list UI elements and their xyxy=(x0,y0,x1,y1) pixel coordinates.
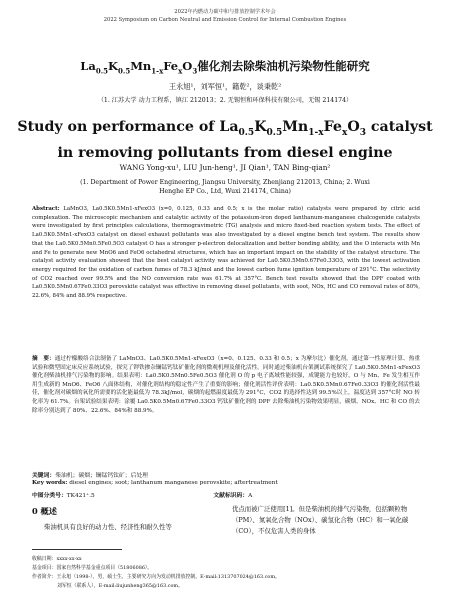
footnote-corresponding: 刘军恒（联系人），E-mail:liujunheng365@163.com。 xyxy=(57,583,183,589)
abstract-cn-label: 摘 要： xyxy=(32,356,55,362)
conference-header-cn: 2022年内燃动力碳中和与排放控制学术年会 xyxy=(174,9,276,15)
authors-cn: 王永旭¹，刘军恒¹，籍乾²，谈秉乾² xyxy=(168,82,282,91)
abstract-en xyxy=(32,205,420,301)
section-title: 0 概述 xyxy=(32,506,57,516)
abstract-cn xyxy=(32,355,420,415)
title-en-line2: in removing pollutants from diesel engine xyxy=(57,144,393,161)
affiliation-en: (1. Department of Power Engineering, Jiangsu University, Zhenjiang 212013, China; 2. Wuxi Henghe EP Co., Ltd, Wuxi 214174, China) xyxy=(80,179,370,195)
abstract-en-label: Abstract: xyxy=(32,206,60,212)
abstract-cn-text: 通过柠檬酸络合法制备了 LaMnO3、La0.5K0.5Mn1-xFexO3（x=0、0.125、0.33 和 0.5；x 为摩尔比）催化剂。通过第一性原理计算、热重试验和微型固定床反应系统试验，探究了钾铁掺杂镧锰钙钛矿催化剂的微观机理及催化活性。同时通过柴油机台架测试系统探究了 La0.5K0.5Mn1-xFexO3 催化剂柴油机排气污染物的影响。结果表明：La0.5K0.5Mn0.5Fe0.5O3 催化剂 O 的 p 电子离域性能较强，成键能力也较好，O 与 Mn、Fe 发生相互作用生成新的 MnO6、FeO6 八面体结构，对催化剂结构的稳定性产生了重要的影响；催化剂活性评价表明：La0.5K0.5Mn0.67Fe0.33O3 的催化剂活性最佳，催化剂对碳烟的氧化所需要的活化能最低为 78.3kJ/mol，碳烟的起燃温度最低为 291°C，CO2 的选择性达到 99.5%以上，温度达到 357°C时 NO 转化率为 61.7%。台架试验结果表明：涂覆 La0.5K0.5Mn0.67Fe0.33O3 钙钛矿催化剂的 DPF 去除柴油机污染物效果明显，碳烟、NOx、HC 和 CO 的去除率分别达到了 80%、22.6%、84%和 88.9%。 xyxy=(32,356,421,414)
body-text-right: 优点而被广泛使用[1]。但是柴油机的排气污染物，包括颗粒物（PM）、氮氧化合物（NOx）、碳氢化合物（HC）和一氧化碳（CO），不仅危害人类的身体 xyxy=(232,505,409,535)
conference-header-en: 2022 Symposium on Carbon Neutral and Emission Control for Internal Combustion Engines xyxy=(103,17,347,23)
footnote-divider xyxy=(32,549,122,550)
keywords-en: Key words: diesel engines; soot; lanthanum manganese perovskite; aftertreatment xyxy=(32,480,278,486)
title-en-line1: Study on performance of $La_{0.5}K_{0.5}Mn_{1-x}Fe_xO_3$ catalyst xyxy=(17,119,433,138)
keywords-cn: 关键词：柴油机；碳烟；镧锰钙钛矿；后处理 xyxy=(32,473,148,479)
footnote-author: 作者简介：王永旭（1998-），男，硕士生，主要研究方向为发动机排放控制。E-mail:1313707024@163.com。 xyxy=(32,574,280,580)
authors-en: WANG Yong-xu¹, LIU Jun-heng¹, JI Qian¹, TAN Bing-qian² xyxy=(119,163,331,172)
abstract-en-text: LaMnO3, La0.5K0.5Mn1-xFexO3 (x=0, 0.125, 0.33 and 0.5; x is the molar ratio) catalysts were prepared by citric acid complexation. The microscopic mechanism and catalytic activity of the potassium-iron doped lanthanum-manganese chalcogenide catalysts were investigated by first principles calculations, thermogravimetric (TG) analysis and micro fixed-bed reaction system tests. The effect of La0.5K0.5Mn1-xFexO3 catalyst on diesel exhaust pollutants was also investigated by a diesel engine bench test system. The results show that the La0.5K0.5Mn0.5Fe0.5O3 catalyst O has a stronger p-electron delocalization and better bonding ability, and the O interacts with Mn and Fe to generate new MnO6 and FeO6 octahedral structures, which has an important impact on the stability of the catalyst structure. The catalyst activity evaluation showed that the best catalyst activity was achieved for La0.5K0.5Mn0.67Fe0.33O3, with the lowest activation energy required for the oxidation of carbon fumes of 78.3 kJ/mol and the lowest carbon fume ignition temperature of 291°C. The selectivity of CO2 reached over 99.5% and the NO conversion rate was 61.7% at 357°C. Bench test results showed that the DPF coated with La0.5K0.5Mn0.67Fe0.33O3 perovskite catalyst was effective in removing diesel pollutants, with soot, NOx, HC and CO removal rates of 80%, 22.6%, 84% and 88.9% respective. xyxy=(32,206,421,300)
title-en xyxy=(0,117,450,163)
classification-line: 中图分类号：TK421⁺.5 文献标识码：A xyxy=(32,493,253,499)
affiliation-cn: （1. 江苏大学 动力工程系，镇江 212013；2. 无锡恒和环保科技有限公司，无锡 214174） xyxy=(97,97,353,104)
footnote-received: 收稿日期：xxxx-xx-xx xyxy=(32,556,82,562)
title-cn: $La_{0.5}K_{0.5}Mn_{1-x}Fe_xO_3$催化剂去除柴油机污染物性能研究 xyxy=(80,59,370,76)
footnote-fund: 基金项目：国家自然科学基金重点项目（51806086）。 xyxy=(32,565,153,571)
body-text-left: 柴油机具有良好的动力性、经济性和耐久性等 xyxy=(44,523,172,531)
